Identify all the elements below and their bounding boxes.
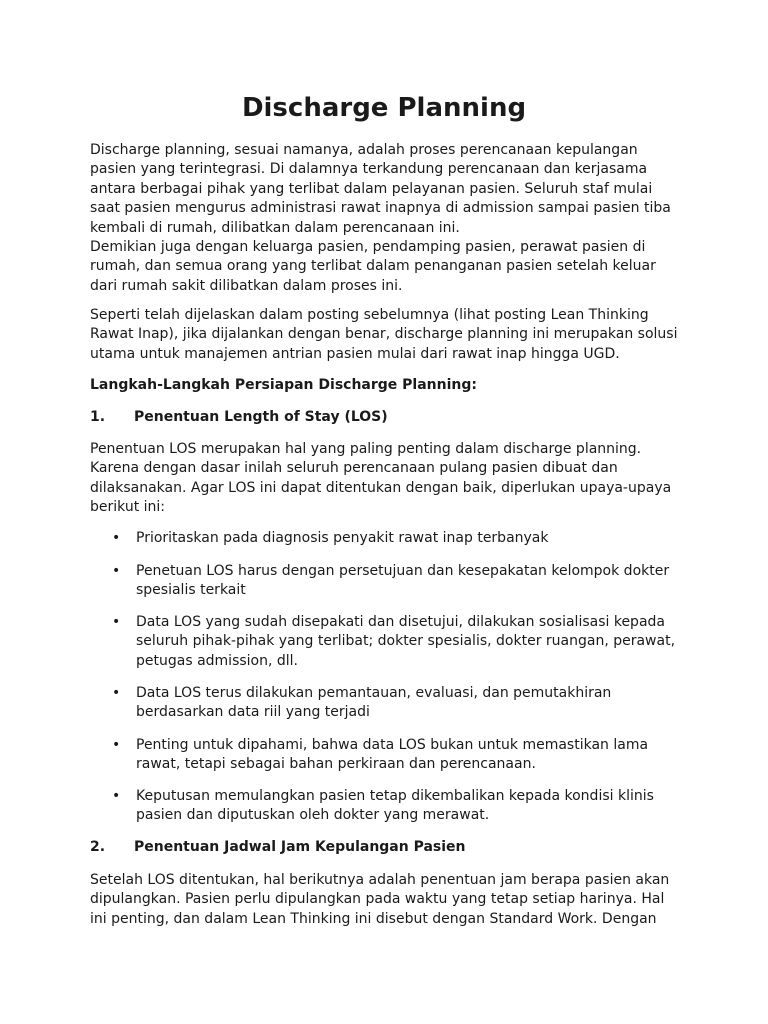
text-line: spesialis terkait	[136, 582, 246, 599]
text-line: Demikian juga dengan keluarga pasien, pendamping pasien, perawat pasien di	[90, 239, 646, 256]
text-line: pasien yang terintegrasi. Di dalamnya terkandung perencanaan dan kerjasama	[90, 161, 648, 178]
list-item-text	[136, 736, 696, 775]
section-title: Penentuan Jadwal Jam Kepulangan Pasien	[134, 839, 466, 855]
section-title: Penentuan Length of Stay (LOS)	[134, 409, 388, 425]
text-line: ini penting, dan dalam Lean Thinking ini disebut dengan Standard Work. Dengan	[90, 910, 657, 927]
list-item-text	[136, 562, 696, 601]
text-line: pasien dan diputuskan oleh dokter yang merawat.	[136, 807, 490, 824]
text-line: Setelah LOS ditentukan, hal berikutnya adalah penentuan jam berapa pasien akan	[90, 872, 670, 888]
section-number: 1.	[90, 409, 106, 425]
text-line: Penting untuk dipahami, bahwa data LOS bukan untuk memastikan lama	[136, 737, 649, 753]
text-line: petugas admission, dll.	[136, 652, 298, 669]
text-line: Penentuan LOS merupakan hal yang paling penting dalam discharge planning.	[90, 441, 642, 457]
text-line: Discharge planning, sesuai namanya, adalah proses perencanaan kepulangan	[90, 142, 638, 158]
steps-heading: Langkah-Langkah Persiapan Discharge Planning:	[90, 377, 477, 393]
text-line: antara berbagai pihak yang terlibat dalam pelayanan pasien. Seluruh staf mulai	[90, 180, 653, 197]
list-item-text	[136, 613, 696, 671]
text-line: dipulangkan. Pasien perlu dipulangkan pada waktu yang tetap setiap harinya. Hal	[90, 891, 665, 908]
intro-paragraph-2	[90, 306, 690, 364]
text-line: Penetuan LOS harus dengan persetujuan dan kesepakatan kelompok dokter	[136, 563, 670, 579]
text-line: berikut ini:	[90, 499, 166, 516]
text-line: Data LOS yang sudah disepakati dan disetujui, dilakukan sosialisasi kepada	[136, 614, 665, 630]
bullet-icon: •	[112, 685, 121, 701]
bullet-icon: •	[112, 614, 121, 630]
bullet-icon: •	[112, 530, 121, 546]
text-line: Data LOS terus dilakukan pemantauan, evaluasi, dan pemutakhiran	[136, 685, 612, 701]
text-line: kembali di rumah, dilibatkan dalam perencanaan ini.	[90, 219, 460, 236]
text-line: Rawat Inap), jika dijalankan dengan benar, discharge planning ini merupakan solusi	[90, 326, 678, 343]
section-1-heading	[90, 408, 690, 427]
text-line: seluruh pihak-pihak yang terlibat; dokter spesialis, dokter ruangan, perawat,	[136, 633, 676, 650]
text-line: saat pasien mengurus administrasi rawat inapnya di admission sampai pasien tiba	[90, 200, 671, 217]
text-line: Keputusan memulangkan pasien tetap dikembalikan kepada kondisi klinis	[136, 788, 654, 804]
text-line: Karena dengan dasar inilah seluruh perencanaan pulang pasien dibuat dan	[90, 460, 618, 477]
bullet-icon: •	[112, 788, 121, 804]
list-item-text	[136, 529, 696, 548]
section-2-heading	[90, 838, 690, 857]
section-number: 2.	[90, 839, 106, 855]
text-line: rumah, dan semua orang yang terlibat dalam penanganan pasien setelah keluar	[90, 258, 656, 275]
text-line: Prioritaskan pada diagnosis penyakit rawat inap terbanyak	[136, 530, 549, 546]
text-line: rawat, tetapi sebagai bahan perkiraan dan perencanaan.	[136, 756, 536, 773]
text-line: berdasarkan data riil yang terjadi	[136, 704, 370, 721]
text-line: dari rumah sakit dilibatkan dalam proses ini.	[90, 277, 403, 294]
bullet-icon: •	[112, 563, 121, 579]
intro-paragraph-1	[90, 141, 690, 296]
text-line: dilaksanakan. Agar LOS ini dapat ditentukan dengan baik, diperlukan upaya-upaya	[90, 479, 672, 496]
bullet-icon: •	[112, 737, 121, 753]
document-title: Discharge Planning	[241, 93, 527, 123]
section-2-paragraph	[90, 871, 690, 929]
section-1-paragraph	[90, 440, 690, 518]
list-item-text	[136, 787, 696, 826]
list-item-text	[136, 684, 696, 723]
text-line: Seperti telah dijelaskan dalam posting sebelumnya (lihat posting Lean Thinking	[90, 307, 649, 323]
text-line: utama untuk manajemen antrian pasien mulai dari rawat inap hingga UGD.	[90, 345, 620, 362]
